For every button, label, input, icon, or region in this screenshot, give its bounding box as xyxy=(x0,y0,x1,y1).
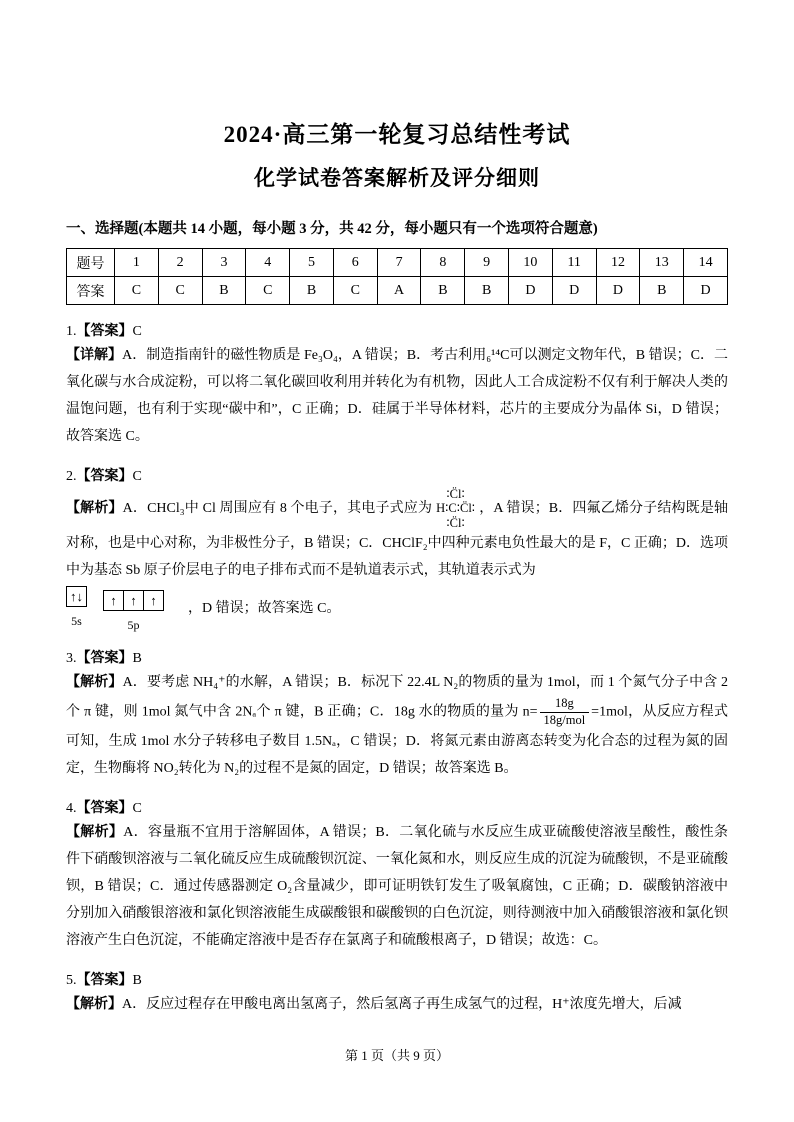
answer-label: 【答案】 xyxy=(76,651,133,667)
item-number: 2. xyxy=(66,469,77,484)
question-number-cell: 5 xyxy=(290,249,334,277)
row-header-question: 题号 xyxy=(67,249,115,277)
orbital-box-5p: ↑ xyxy=(143,590,164,611)
answer-cell: C xyxy=(246,277,290,305)
answer-cell: D xyxy=(596,277,640,305)
answer-value: B xyxy=(132,973,142,989)
orbital-diagram xyxy=(66,586,180,632)
answer-cell: D xyxy=(684,277,728,305)
orbital-label-5p: 5p xyxy=(127,618,140,633)
lewis-structure xyxy=(436,487,475,530)
section-heading: 一、选择题(本题共 14 小题，每小题 3 分，共 42 分，每小题只有一个选项符合题意) xyxy=(66,221,598,237)
question-number-cell: 14 xyxy=(684,249,728,277)
answer-cell: C xyxy=(115,277,159,305)
answer-cell: D xyxy=(552,277,596,305)
answer-item-4 xyxy=(66,797,728,954)
item-1-explanation xyxy=(66,342,728,450)
item-4-explanation xyxy=(66,819,728,954)
page-subtitle: 化学试卷答案解析及评分细则 xyxy=(254,166,540,190)
answer-key-table xyxy=(66,248,728,305)
answer-label: 【答案】 xyxy=(76,324,133,339)
answer-item-1 xyxy=(66,320,728,450)
lewis-bottom-row: ∶C̈l∶ xyxy=(446,515,465,530)
explanation-text: A．要考虑 NH₄⁺的水解，A 错误；B．标况下 22.4L N₂的物质的量为 1mol，而 1 个氮气分子中含 2 个 π 键，则 1mol 氮气中含 2Nₐ个 π 键，B 正确；C．18g 水的物质的量为 n= xyxy=(66,675,728,720)
question-number-cell: 3 xyxy=(202,249,246,277)
item-2-explanation xyxy=(66,487,728,584)
explanation-text: A．反应过程存在甲酸电离出氢离子，然后氢离子再生成氢气的过程，H⁺浓度先增大，后减 xyxy=(122,997,682,1013)
answer-label: 【答案】 xyxy=(76,973,133,989)
answer-value: C xyxy=(132,469,142,484)
fraction-numerator: 18g xyxy=(540,696,590,713)
explanation-text: A．容量瓶不宜用于溶解固体，A 错误；B．二氧化硫与水反应生成亚硫酸使溶液呈酸性，酸性条件下硝酸钡溶液与二氧化硫反应生成硫酸钡沉淀、一氧化氮和水，则反应生成的沉淀为硫酸钡，不是亚硫酸钡，B 错误；C．通过传感器测定 O₂含量减少，即可证明铁钉发生了吸氧腐蚀，C 正确；D．碳酸钠溶液中分别加入硝酸银溶液和氯化钡溶液能生成碳酸银和碳酸钡的白色沉淀，则待测液中加入硝酸银溶液和氯化钡溶液产生白色沉淀，不能确定溶液中是否存在氯离子和硫酸根离子，D 错误；故选：C。 xyxy=(66,825,728,949)
question-number-cell: 6 xyxy=(333,249,377,277)
fraction xyxy=(540,696,590,728)
explanation-label: 【详解】 xyxy=(66,348,123,363)
lewis-top-row: ∶C̈l∶ xyxy=(446,487,465,501)
explanation-text: ，A 错误；B．四氟乙烯分子结构既是轴对称，也是中心对称，为非极性分子，B 错误；C．CHClF₂中四种元素电负性最大的是 F，C 正确；D．选项中为基态 Sb 原子价层电子的电子排布式而不是轨道表示式，其轨道表示式为 xyxy=(66,500,728,579)
answer-item-5 xyxy=(66,969,728,1018)
question-number-cell: 10 xyxy=(509,249,553,277)
orbital-5s-group xyxy=(66,586,87,628)
question-number-cell: 1 xyxy=(115,249,159,277)
item-2-answer-line xyxy=(66,465,728,485)
answer-item-3 xyxy=(66,647,728,782)
orbital-box-5p: ↑ xyxy=(123,590,144,611)
item-number: 4. xyxy=(66,801,77,817)
answer-cell: D xyxy=(509,277,553,305)
question-number-cell: 7 xyxy=(377,249,421,277)
item-4-answer-line xyxy=(66,797,728,817)
explanation-label: 【解析】 xyxy=(66,997,122,1013)
row-header-answer: 答案 xyxy=(67,277,115,305)
answer-cell: C xyxy=(333,277,377,305)
question-number-cell: 11 xyxy=(552,249,596,277)
item-number: 1. xyxy=(66,324,77,339)
question-number-cell: 4 xyxy=(246,249,290,277)
explanation-text: A．制造指南针的磁性物质是 Fe₃O₄，A 错误；B．考古利用₆¹⁴C可以测定文物年代，B 错误；C．二氧化碳与水合成淀粉，可以将二氧化碳回收利用并转化为有机物，因此人工合成淀粉不仅有利于解决人类的温饱问题，也有利于实现“碳中和”，C 正确；D．硅属于半导体材料，芯片的主要成分为晶体 Si，D 错误；故答案选 C。 xyxy=(66,348,728,444)
fraction-denominator: 18g/mol xyxy=(543,712,586,727)
answer-item-2 xyxy=(66,465,728,632)
orbital-5p-boxes xyxy=(103,590,164,617)
question-number-cell: 9 xyxy=(465,249,509,277)
answer-value: C xyxy=(132,801,142,817)
item-number: 3. xyxy=(66,651,77,667)
question-number-cell: 8 xyxy=(421,249,465,277)
question-number-cell: 13 xyxy=(640,249,684,277)
answer-cell: B xyxy=(290,277,334,305)
explanation-text: =1mol，从反应方程式可知，生成 1mol 水分子转移电子数目 1.5Nₐ，C 错误；D．将氮元素由游离态转变为化合态的过程为氮的固定，生物酶将 NO₂转化为 N₂的过程不是氮的固定，D 错误；故答案选 B。 xyxy=(66,704,728,777)
question-number-cell: 2 xyxy=(158,249,202,277)
orbital-box-5p: ↑ xyxy=(103,590,124,611)
orbital-box-5s: ↑↓ xyxy=(66,586,87,607)
explanation-label: 【解析】 xyxy=(66,675,123,691)
item-1-answer-line xyxy=(66,320,728,340)
orbital-label-5s: 5s xyxy=(71,614,82,629)
item-5-explanation xyxy=(66,991,728,1018)
answer-value: C xyxy=(132,324,142,339)
answer-cell: B xyxy=(640,277,684,305)
answer-cell: C xyxy=(158,277,202,305)
page-number-footer: 第 1 页（共 9 页） xyxy=(344,1048,449,1063)
answer-row xyxy=(67,277,728,305)
answer-cell: B xyxy=(421,277,465,305)
explanation-label: 【解析】 xyxy=(66,825,124,841)
answer-label: 【答案】 xyxy=(76,469,133,484)
answer-cell: B xyxy=(465,277,509,305)
item-3-explanation xyxy=(66,669,728,782)
answer-label: 【答案】 xyxy=(76,801,133,817)
page-title: 2024·高三第一轮复习总结性考试 xyxy=(223,122,571,147)
answer-value: B xyxy=(132,651,142,667)
explanation-text: ，D 错误；故答案选 C。 xyxy=(188,601,341,617)
explanation-text: A．CHCl₃中 Cl 周围应有 8 个电子，其电子式应为 xyxy=(122,500,433,516)
lewis-middle-row: H∶C∶C̈l∶ xyxy=(436,501,476,516)
question-number-row xyxy=(67,249,728,277)
answer-cell: B xyxy=(202,277,246,305)
orbital-5p-group xyxy=(103,586,164,632)
answer-cell: A xyxy=(377,277,421,305)
explanation-label: 【解析】 xyxy=(66,500,123,516)
item-2-orbital-line xyxy=(66,586,728,632)
item-5-answer-line xyxy=(66,969,728,989)
item-number: 5. xyxy=(66,973,77,989)
question-number-cell: 12 xyxy=(596,249,640,277)
item-3-answer-line xyxy=(66,647,728,667)
